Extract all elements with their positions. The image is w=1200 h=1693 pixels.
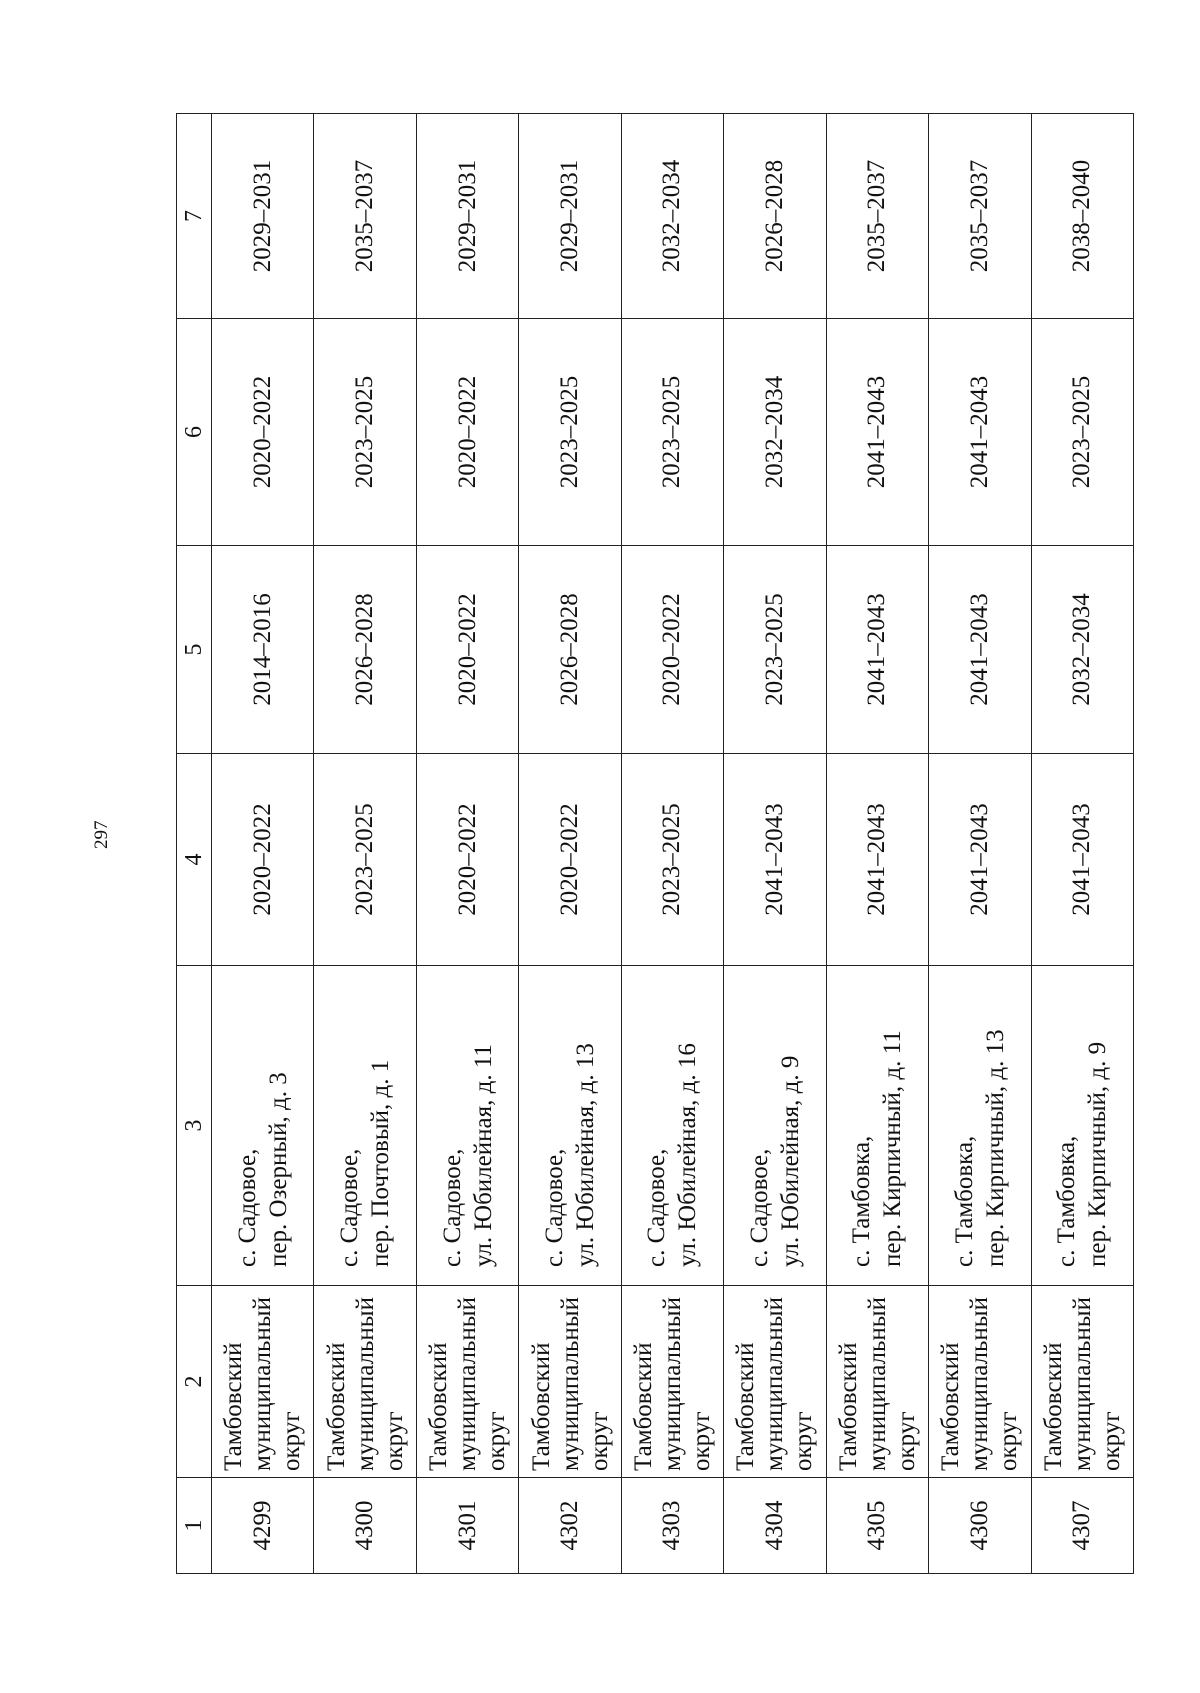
region-line: округ [1097, 1411, 1125, 1471]
column-header-7: 7 [177, 114, 212, 319]
region-cell [1031, 1286, 1134, 1478]
period-cell-c7: 2035–2037 [826, 114, 928, 319]
period-cell-c6: 2041–2043 [929, 319, 1031, 546]
address-line: пер. Кирпичный, д. 11 [879, 1030, 907, 1267]
address-line: с. Садовое, [745, 1148, 773, 1267]
region-line: муниципальный [966, 1297, 994, 1471]
region-line: округ [483, 1411, 511, 1471]
row-number-cell: 4300 [314, 1478, 416, 1574]
period-cell-c4: 2041–2043 [929, 754, 1031, 966]
region-cell [621, 1286, 723, 1478]
period-cell-c7: 2038–2040 [1031, 114, 1134, 319]
row-number-cell: 4306 [929, 1478, 1031, 1574]
schedule-table [176, 113, 1134, 1574]
period-cell-c5: 2041–2043 [929, 546, 1031, 754]
address-line: с. Тамбовка, [1053, 1135, 1081, 1267]
region-cell [314, 1286, 416, 1478]
table-row [1031, 114, 1134, 1574]
address-line: ул. Юбилейная, д. 13 [572, 1043, 600, 1267]
column-header-3: 3 [177, 966, 212, 1286]
region-line: муниципальный [249, 1297, 277, 1471]
period-cell-c5: 2023–2025 [724, 546, 826, 754]
region-cell [929, 1286, 1031, 1478]
region-line: муниципальный [1068, 1297, 1096, 1471]
region-line: муниципальный [556, 1297, 584, 1471]
region-cell [212, 1286, 314, 1478]
period-cell-c5: 2014–2016 [212, 546, 314, 754]
period-cell-c5: 2020–2022 [621, 546, 723, 754]
table-row [621, 114, 723, 1574]
region-line: муниципальный [863, 1297, 891, 1471]
period-cell-c6: 2023–2025 [1031, 319, 1134, 546]
address-cell [519, 966, 621, 1286]
address-line: с. Тамбовка, [848, 1135, 876, 1267]
address-line: с. Садовое, [541, 1148, 569, 1267]
address-line: пер. Почтовый, д. 1 [367, 1059, 395, 1267]
address-line: с. Садовое, [336, 1148, 364, 1267]
region-line: муниципальный [761, 1297, 789, 1471]
address-line: пер. Озерный, д. 3 [264, 1072, 292, 1267]
period-cell-c5: 2026–2028 [314, 546, 416, 754]
region-line: муниципальный [658, 1297, 686, 1471]
table-row [519, 114, 621, 1574]
table-row [929, 114, 1031, 1574]
period-cell-c4: 2020–2022 [416, 754, 518, 966]
region-line: Тамбовский [1039, 1342, 1067, 1471]
region-line: Тамбовский [527, 1342, 555, 1471]
region-line: округ [585, 1411, 613, 1471]
period-cell-c6: 2020–2022 [212, 319, 314, 546]
period-cell-c7: 2035–2037 [314, 114, 416, 319]
row-number-cell: 4301 [416, 1478, 518, 1574]
region-line: округ [380, 1411, 408, 1471]
address-cell [724, 966, 826, 1286]
address-cell [212, 966, 314, 1286]
row-number-cell: 4302 [519, 1478, 621, 1574]
region-cell [826, 1286, 928, 1478]
region-cell [416, 1286, 518, 1478]
column-header-4: 4 [177, 754, 212, 966]
region-line: Тамбовский [732, 1342, 760, 1471]
region-line: муниципальный [351, 1297, 379, 1471]
period-cell-c7: 2035–2037 [929, 114, 1031, 319]
address-line: ул. Юбилейная, д. 11 [469, 1044, 497, 1267]
period-cell-c7: 2026–2028 [724, 114, 826, 319]
period-cell-c6: 2032–2034 [724, 319, 826, 546]
period-cell-c6: 2020–2022 [416, 319, 518, 546]
region-cell [519, 1286, 621, 1478]
region-cell [724, 1286, 826, 1478]
page-number: 297 [91, 820, 112, 849]
address-cell [929, 966, 1031, 1286]
period-cell-c5: 2026–2028 [519, 546, 621, 754]
region-line: Тамбовский [425, 1342, 453, 1471]
region-line: округ [995, 1411, 1023, 1471]
address-line: с. Садовое, [233, 1148, 261, 1267]
address-line: с. Садовое, [643, 1148, 671, 1267]
period-cell-c6: 2023–2025 [621, 319, 723, 546]
row-number-cell: 4304 [724, 1478, 826, 1574]
region-line: Тамбовский [322, 1342, 350, 1471]
address-cell [826, 966, 928, 1286]
table-row [212, 114, 314, 1574]
address-line: с. Тамбовка, [950, 1135, 978, 1267]
period-cell-c4: 2023–2025 [314, 754, 416, 966]
row-number-cell: 4307 [1031, 1478, 1134, 1574]
address-line: ул. Юбилейная, д. 9 [776, 1055, 804, 1267]
region-line: округ [790, 1411, 818, 1471]
column-header-1: 1 [177, 1478, 212, 1574]
period-cell-c6: 2041–2043 [826, 319, 928, 546]
period-cell-c6: 2023–2025 [519, 319, 621, 546]
period-cell-c5: 2032–2034 [1031, 546, 1134, 754]
address-cell [416, 966, 518, 1286]
region-line: Тамбовский [629, 1342, 657, 1471]
row-number-cell: 4299 [212, 1478, 314, 1574]
column-header-2: 2 [177, 1286, 212, 1478]
period-cell-c7: 2029–2031 [212, 114, 314, 319]
address-cell [314, 966, 416, 1286]
table-row [826, 114, 928, 1574]
region-line: Тамбовский [937, 1342, 965, 1471]
region-line: округ [278, 1411, 306, 1471]
address-cell [621, 966, 723, 1286]
period-cell-c4: 2023–2025 [621, 754, 723, 966]
region-line: муниципальный [454, 1297, 482, 1471]
period-cell-c4: 2020–2022 [519, 754, 621, 966]
period-cell-c6: 2023–2025 [314, 319, 416, 546]
table-row [314, 114, 416, 1574]
table-container [176, 114, 1134, 1574]
table-body [212, 114, 1134, 1574]
table-row [416, 114, 518, 1574]
header-row [177, 114, 212, 1574]
region-line: округ [687, 1411, 715, 1471]
address-line: пер. Кирпичный, д. 9 [1084, 1041, 1112, 1267]
address-line: ул. Юбилейная, д. 16 [674, 1043, 702, 1267]
address-cell [1031, 966, 1134, 1286]
table-row [724, 114, 826, 1574]
row-number-cell: 4303 [621, 1478, 723, 1574]
column-header-6: 6 [177, 319, 212, 546]
period-cell-c7: 2029–2031 [519, 114, 621, 319]
region-line: Тамбовский [220, 1342, 248, 1471]
period-cell-c5: 2041–2043 [826, 546, 928, 754]
address-line: пер. Кирпичный, д. 13 [981, 1029, 1009, 1267]
region-line: округ [892, 1411, 920, 1471]
period-cell-c4: 2041–2043 [724, 754, 826, 966]
period-cell-c4: 2041–2043 [826, 754, 928, 966]
region-line: Тамбовский [834, 1342, 862, 1471]
period-cell-c4: 2041–2043 [1031, 754, 1134, 966]
period-cell-c5: 2020–2022 [416, 546, 518, 754]
column-header-5: 5 [177, 546, 212, 754]
period-cell-c7: 2029–2031 [416, 114, 518, 319]
row-number-cell: 4305 [826, 1478, 928, 1574]
period-cell-c4: 2020–2022 [212, 754, 314, 966]
period-cell-c7: 2032–2034 [621, 114, 723, 319]
address-line: с. Садовое, [438, 1148, 466, 1267]
